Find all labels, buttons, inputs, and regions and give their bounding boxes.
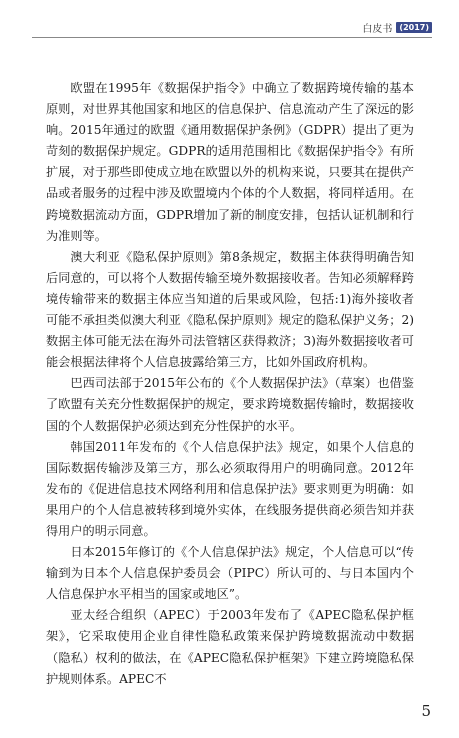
paragraph-brazil: 巴西司法部于2015年公布的《个人数据保护法》（草案）也借鉴了欧盟有关充分性数据保护的规定，要求跨境数据传输时，数据接收国的个人数据保护必须达到充分性保护的水平。 [46, 376, 414, 433]
header-title: 白皮书 [362, 24, 393, 35]
header-rule [32, 37, 432, 38]
running-header [362, 20, 432, 35]
page-number: 5 [421, 702, 431, 720]
paragraph-korea: 韩国2011年发布的《个人信息保护法》规定，如果个人信息的国际数据传输涉及第三方，那么必须取得用户的明确同意。2012年发布的《促进信息技术网络利用和信息保护法》要求则更为明确：如果用户的个人信息被转移到境外实体，在线服务提供商必须告知并获得用户的明示同意。 [46, 439, 414, 538]
body-text [46, 78, 414, 690]
year-badge: (2017) [396, 22, 432, 33]
paragraph-eu: 欧盟在1995年《数据保护指令》中确立了数据跨境传输的基本原则，对世界其他国家和地区的信息保护、信息流动产生了深远的影响。2015年通过的欧盟《通用数据保护条例》（GDPR）提出了更为苛刻的数据保护规定。GDPR的适用范围相比《数据保护指令》有所扩展，对于那些即使成立地在欧盟以外的机构来说，只要其在提供产品或者服务的过程中涉及欧盟境内个体的个人数据，将同样适用。在跨境数据流动方面，GDPR增加了新的制度安排，包括认证机制和行为准则等。 [46, 81, 414, 243]
paragraph-japan: 日本2015年修订的《个人信息保护法》规定，个人信息可以“传输到为日本个人信息保护委员会（PIPC）所认可的、与日本国内个人信息保护水平相当的国家或地区”。 [46, 545, 414, 602]
paragraph-australia: 澳大利亚《隐私保护原则》第8条规定，数据主体获得明确告知后同意的，可以将个人数据传输至境外数据接收者。告知必须解释跨境传输带来的数据主体应当知道的后果或风险，包括:1)海外接收者可能不承担类似澳大利亚《隐私保护原则》规定的隐私保护义务；2)数据主体可能无法在海外司法管辖区获得救济；3)海外数据接收者可能会根据法律将个人信息披露给第三方，比如外国政府机构。 [46, 249, 414, 370]
paragraph-apec: 亚太经合组织（APEC）于2003年发布了《APEC隐私保护框架》，它采取使用企业自律性隐私政策来保护跨境数据流动中数据（隐私）权利的做法，在《APEC隐私保护框架》下建立跨境隐私保护规则体系。APEC不 [46, 608, 414, 686]
